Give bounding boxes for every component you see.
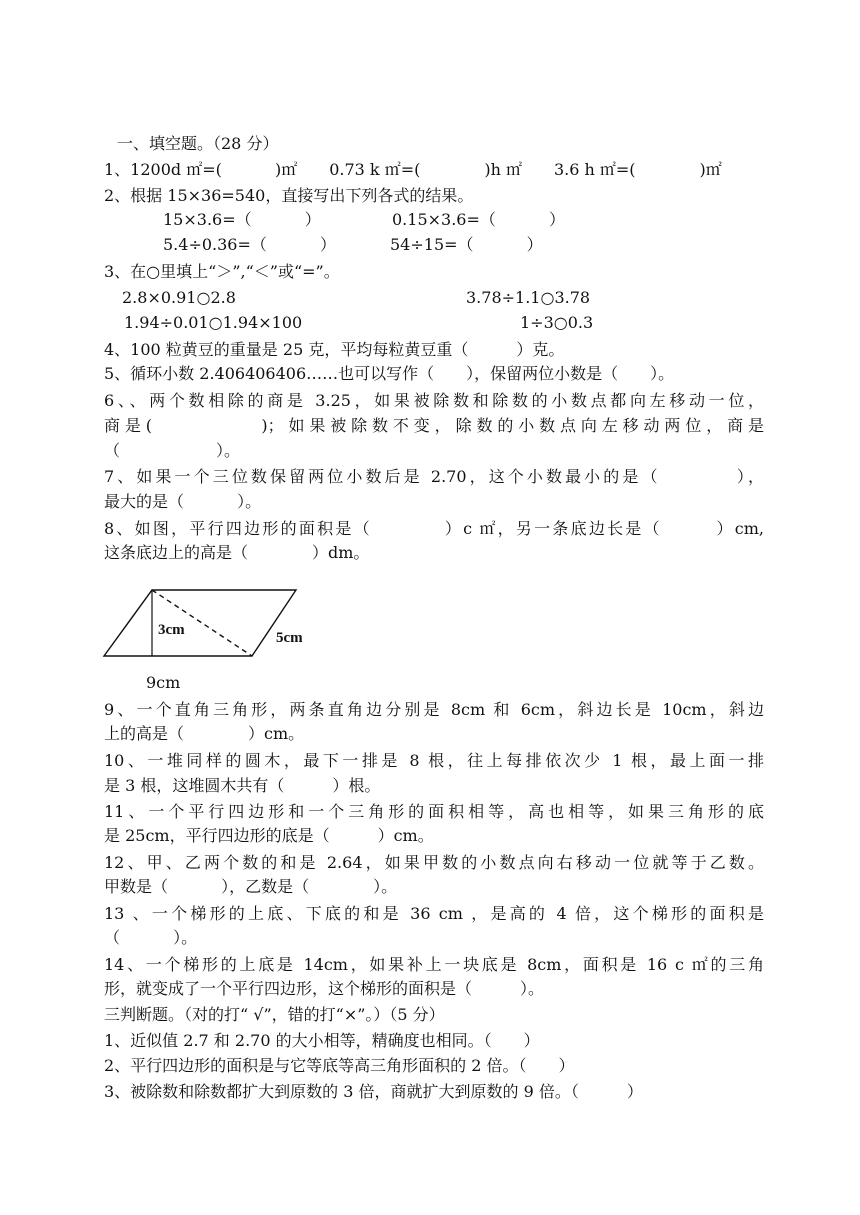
side-label: 5cm: [276, 630, 303, 646]
question-2-d: 54÷15=（ ）: [390, 235, 543, 254]
question-2-b: 0.15×3.6=（ ）: [392, 210, 565, 229]
parallelogram-figure: [96, 582, 316, 664]
question-11-line2: 是 25cm，平行四边形的底是（ ）cm。: [104, 826, 434, 845]
judgment-1: 1、近似值 2.7 和 2.70 的大小相等，精确度也相同。（ ）: [104, 1031, 540, 1050]
section3-title: 三判断题。（对的打“ √”，错的打“×”。）（5 分）: [104, 1005, 445, 1024]
question-3-a: 2.8×0.91○2.8: [122, 288, 236, 307]
question-13-line1: 13 、一个梯形的上底、下底的和是 36 cm ，是高的 4 倍，这个梯形的面积是: [104, 904, 764, 923]
question-3-stem: 3、在○里填上“＞”,“＜”或“=”。: [104, 262, 340, 281]
question-14-line1: 14、一个梯形的上底是 14cm，如果补上一块底是 8cm，面积是 16 c ㎡的三角: [104, 955, 764, 974]
question-2-a: 15×3.6=（ ）: [163, 210, 321, 229]
question-9-line1: 9、一个直角三角形，两条直角边分别是 8cm 和 6cm，斜边长是 10cm，斜边: [104, 700, 764, 719]
question-5: 5、循环小数 2.406406406……也可以写作（ ），保留两位小数是（ ）。: [104, 364, 675, 383]
question-10-line2: 是 3 根，这堆圆木共有（ ）根。: [104, 776, 381, 795]
question-7-line1: 7、如果一个三位数保留两位小数后是 2.70，这个小数最小的是（ ），: [104, 467, 764, 486]
height-label: 3cm: [158, 622, 185, 638]
parallelogram-shape: [104, 590, 296, 656]
question-2-stem: 2、根据 15×36=540，直接写出下列各式的结果。: [104, 186, 474, 205]
judgment-2: 2、平行四边形的面积是与它等底等高三角形面积的 2 倍。（ ）: [104, 1056, 575, 1075]
question-8-line1: 8、如图，平行四边形的面积是（ ）c ㎡，另一条底边长是（ ）cm,: [104, 519, 764, 538]
question-9-line2: 上的高是（ ）cm。: [104, 724, 305, 743]
question-8-line2: 这条底边上的高是（ ）dm。: [104, 543, 370, 562]
question-6-line1: 6、、两个数相除的商是 3.25，如果被除数和除数的小数点都向左移动一位，: [104, 391, 764, 410]
question-12-line2: 甲数是（ ），乙数是（ ）。: [104, 877, 398, 896]
question-3-d: 1÷3○0.3: [520, 313, 594, 332]
figure-base-label: 9cm: [146, 673, 181, 692]
question-6-line2: 商是( )；如果被除数不变，除数的小数点向左移动两位，商是: [104, 416, 764, 435]
judgment-3: 3、被除数和除数都扩大到原数的 3 倍，商就扩大到原数的 9 倍。（ ）: [104, 1082, 643, 1101]
question-3-b: 3.78÷1.1○3.78: [466, 288, 591, 307]
question-4: 4、100 粒黄豆的重量是 25 克，平均每粒黄豆重（ ）克。: [104, 340, 565, 359]
question-13-line2: （ ）。: [104, 928, 198, 947]
question-6-line3: （ ）。: [104, 441, 241, 460]
question-12-line1: 12、甲、乙两个数的和是 2.64，如果甲数的小数点向右移动一位就等于乙数。: [104, 853, 764, 872]
question-7-line2: 最大的是（ ）。: [104, 492, 262, 511]
section1-title: 一、填空题。（28 分）: [117, 134, 279, 153]
question-3-c: 1.94÷0.01○1.94×100: [124, 313, 303, 332]
question-11-line1: 11、一个平行四边形和一个三角形的面积相等，高也相等，如果三角形的底: [104, 802, 764, 821]
question-2-c: 5.4÷0.36=（ ）: [163, 235, 336, 254]
question-10-line1: 10、一堆同样的圆木，最下一排是 8 根，往上每排依次少 1 根，最上面一排: [104, 751, 764, 770]
question-14-line2: 形，就变成了一个平行四边形，这个梯形的面积是（ ）。: [104, 979, 545, 998]
question-1: 1、1200d ㎡=( )㎡ 0.73 k ㎡=( )h ㎡ 3.6 h ㎡=( )㎡: [104, 160, 722, 179]
